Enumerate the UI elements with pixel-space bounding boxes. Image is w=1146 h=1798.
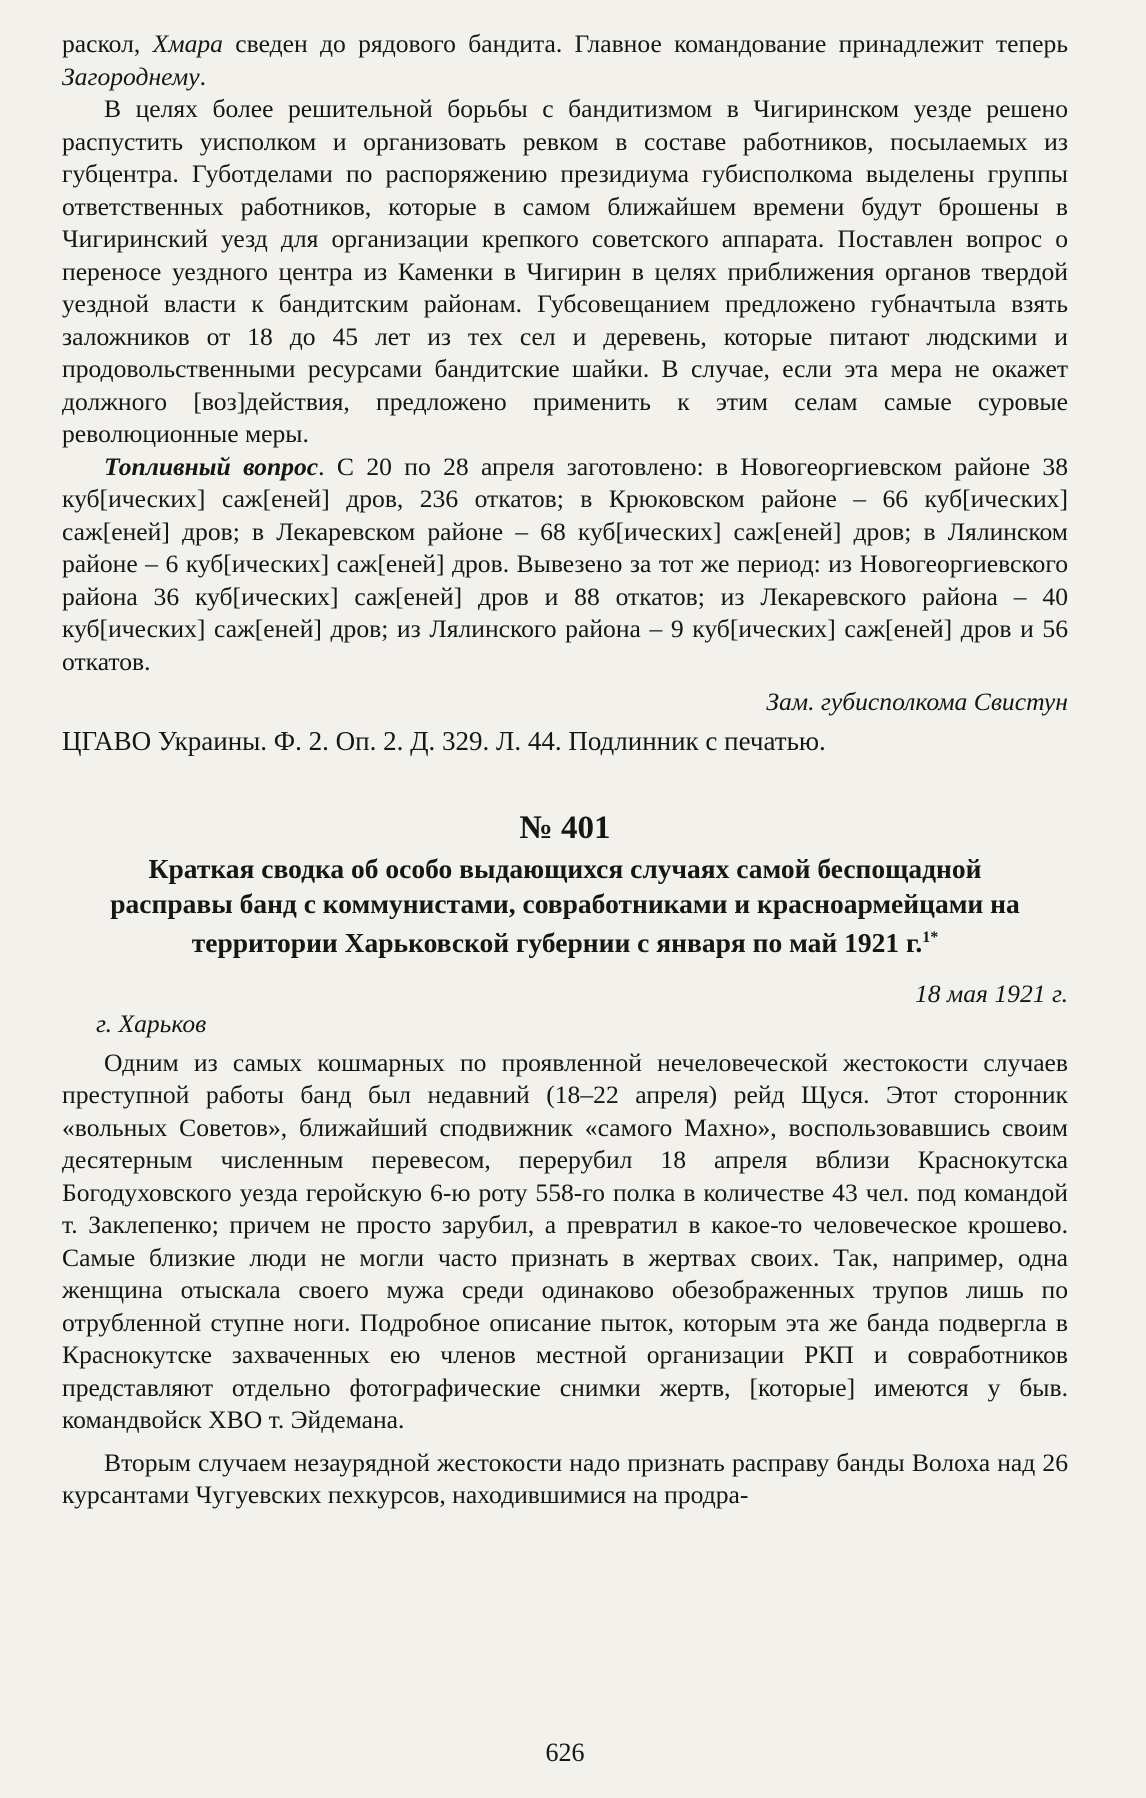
- archive-reference: ЦГАВО Украины. Ф. 2. Оп. 2. Д. 329. Л. 44. Подлинник с печатью.: [62, 726, 826, 756]
- fuel-text: . С 20 по 28 апреля заготовлено: в Новогеоргиевском районе 38 куб[ических] саж[еней] дров, 236 откатов; в Крюковском районе – 66 куб[ических] саж[еней] дров; в Лекаревском районе – 68 куб[ических] саж[еней] дров; в Лялинском районе – 6 куб[ических] саж[еней] дров. Вывезено за тот же период: из Новогеоргиевского района 36 куб[ических] саж[еней] дров и 88 откатов; из Лекаревского района – 40 куб[ических] саж[еней] дров; из Лялинского района – 9 куб[ических] саж[еней] дров и 56 откатов.: [62, 451, 1068, 676]
- footnote-mark: 1*: [922, 929, 939, 946]
- paragraph-measures: В целях более решительной борьбы с бандитизмом в Чигиринском уезде решено распустить уисполком и организовать ревком в составе работников, посылаемых из губцентра. Губотделами по распоряжению президиума губисполкома выделены группы ответственных работников, которые в самом ближайшем времени будут брошены в Чигиринский уезд для организации крепкого советского аппарата. Поставлен вопрос о переносе уездного центра из Каменки в Чигирин в целях приближения органов твердой уездной власти к бандитским районам. Губсовещанием предложено губначтыла взять заложников от 18 до 45 лет из тех сел и деревень, которые питают людскими и продовольственными ресурсами бандитские шайки. В случае, если эта мера не окажет должного [воз]действия, предложено применить к этим селам самые суровые революционные меры.: [62, 94, 1068, 448]
- page-number: 626: [545, 1738, 585, 1767]
- paragraph-shchus-raid: Одним из самых кошмарных по проявленной нечеловеческой жестокости случаев преступной работы банд был недавний (18–22 апреля) рейд Щуся. Этот сторонник «вольных Советов», ближайший сподвижник «самого Махно», воспользовавшись своим десятерным численным перевесом, перерубил 18 апреля вблизи Краснокутска Богодуховского уезда геройскую 6-ю роту 558-го полка в количестве 43 чел. под командой т. Заклепенко; причем не просто зарубил, а превратил в какое-то человеческое крошево. Самые близкие люди не могли часто признать в жертвах своих. Так, например, одна женщина отыскала своего мужа среди одинаково обезображенных трупов лишь по отрубленной ступне ноги. Подробное описание пыток, которым эта же банда подвергла в Краснокутске захваченных ею членов местной организации РКП и совработников представляют отдельно фотографические снимки жертв, [которые] имеются у быв. командвойск ХВО т. Эйдемана.: [62, 1047, 1068, 1435]
- paragraph-continuation: [62, 28, 1068, 93]
- text-run: раскол,: [62, 29, 153, 58]
- fuel-heading: Топливный вопрос: [104, 451, 319, 481]
- name-khmara: Хмара: [152, 29, 223, 58]
- document-number: № 401: [519, 810, 611, 846]
- paragraph-volokh: Вторым случаем незаурядной жестокости надо признать расправу банды Волоха над 26 курсантами Чугуевских пехкурсов, находившимися на продра-: [62, 1447, 1068, 1510]
- document-title-text: Краткая сводка об особо выдающихся случаях самой беспощадной расправы банд с коммунистами, совработниками и красноармейцами на территории Харьковской губернии с января по май 1921 г.: [110, 853, 1020, 959]
- paragraph-fuel: [62, 451, 1068, 679]
- text-run: сведен до рядового бандита. Главное командование принадлежит теперь: [222, 29, 1068, 58]
- document-title: [85, 852, 1045, 961]
- document-page: [62, 28, 1068, 1788]
- document-date: 18 мая 1921 г.: [914, 978, 1068, 1008]
- name-zagorodny: Загороднему: [62, 61, 200, 91]
- signature: Зам. губисполкома Свистун: [766, 687, 1068, 716]
- text-run: .: [199, 61, 206, 91]
- document-place: г. Харьков: [96, 1008, 207, 1038]
